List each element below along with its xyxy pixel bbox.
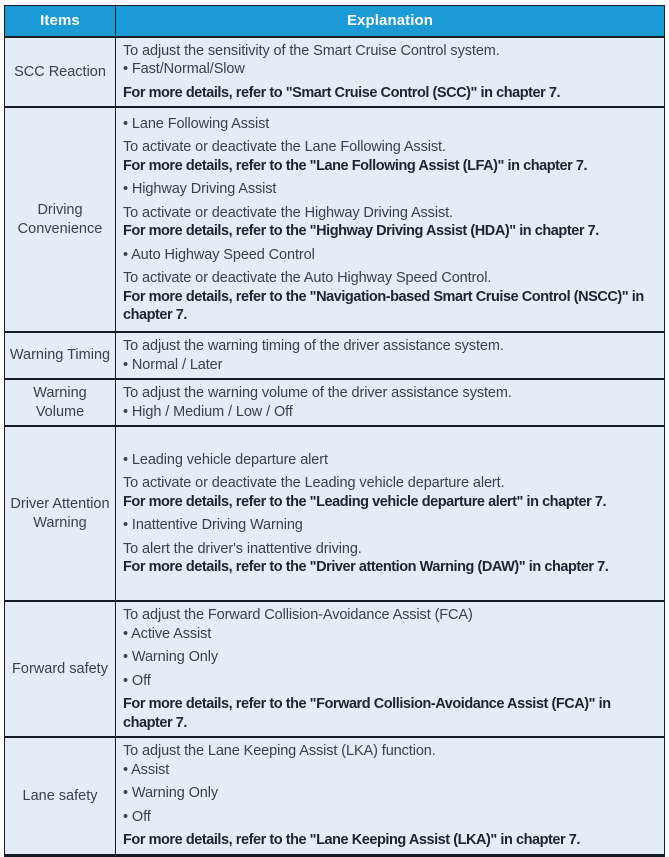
item-label: Forward safety	[12, 660, 108, 677]
reference-note-line: For more details, refer to the "Leading vehicle departure alert" in chapter 7.	[123, 493, 607, 510]
paragraph	[123, 138, 658, 175]
text-line: To activate or deactivate the Auto Highway Speed Control.	[123, 270, 492, 286]
item-label: Lane safety	[22, 787, 98, 804]
item-cell	[5, 332, 116, 379]
paragraph	[123, 269, 658, 325]
text-line: To adjust the Forward Collision-Avoidance Assist (FCA)	[123, 607, 473, 623]
paragraph	[123, 42, 658, 79]
text-line: To adjust the warning volume of the driver assistance system.	[123, 385, 512, 401]
bullet-line: • Normal / Later	[123, 356, 223, 373]
paragraph	[123, 648, 658, 667]
table-row	[5, 107, 665, 332]
explanation-cell	[116, 737, 665, 855]
bullet-line: • Warning Only	[123, 649, 219, 665]
explanation-cell	[116, 379, 665, 426]
table-row	[5, 426, 665, 601]
bullet-line: • Highway Driving Assist	[123, 181, 277, 197]
paragraph	[123, 115, 658, 134]
bullet-line: • Inattentive Driving Warning	[123, 517, 303, 533]
item-label: Driver Attention Warning	[10, 496, 110, 531]
paragraph	[123, 540, 658, 577]
reference-note-line: For more details, refer to the "Highway Driving Assist (HDA)" in chapter 7.	[123, 223, 599, 239]
item-cell	[5, 107, 116, 332]
table-body	[5, 37, 665, 856]
table-row	[5, 737, 665, 855]
table-header	[5, 6, 665, 37]
reference-note-line: For more details, refer to the "Navigation-based Smart Cruise Control (NSCC)" in chapter 7.	[123, 288, 644, 323]
paragraph	[123, 831, 658, 850]
bullet-line: • Auto Highway Speed Control	[123, 246, 315, 263]
paragraph	[123, 246, 658, 265]
reference-note-line: For more details, refer to the "Driver attention Warning (DAW)" in chapter 7.	[123, 559, 609, 575]
bullet-line: • High / Medium / Low / Off	[123, 403, 293, 420]
table-row	[5, 37, 665, 108]
explanation-cell	[116, 37, 665, 108]
paragraph	[123, 384, 658, 421]
bullet-line: • Fast/Normal/Slow	[123, 61, 245, 77]
explanation-cell	[116, 107, 665, 332]
bullet-line: • Assist	[123, 761, 170, 778]
explanation-cell	[116, 601, 665, 737]
paragraph	[123, 180, 658, 199]
item-cell	[5, 426, 116, 601]
bullet-line: • Off	[123, 808, 151, 825]
paragraph	[123, 606, 658, 643]
header-row	[5, 6, 665, 37]
paragraph	[123, 451, 658, 470]
table-row	[5, 379, 665, 426]
explanation-cell	[116, 426, 665, 601]
item-cell	[5, 737, 116, 855]
text-line: To activate or deactivate the Leading vehicle departure alert.	[123, 475, 505, 491]
bullet-line: • Leading vehicle departure alert	[123, 451, 328, 468]
text-line: To adjust the warning timing of the driver assistance system.	[123, 338, 504, 354]
bullet-line: • Warning Only	[123, 785, 219, 801]
bullet-line: • Lane Following Assist	[123, 115, 270, 132]
bullet-line: • Off	[123, 672, 151, 689]
paragraph	[123, 204, 658, 241]
item-label: Warning Volume	[33, 385, 87, 420]
bullet-line: • Active Assist	[123, 625, 212, 642]
paragraph	[123, 84, 658, 103]
reference-note-line: For more details, refer to the "Lane Following Assist (LFA)" in chapter 7.	[123, 157, 588, 174]
text-line: To activate or deactivate the Highway Driving Assist.	[123, 204, 453, 221]
reference-note-line: For more details, refer to "Smart Cruise Control (SCC)" in chapter 7.	[123, 84, 561, 101]
item-label: Driving Convenience	[17, 202, 103, 237]
paragraph	[123, 474, 658, 511]
paragraph	[123, 808, 658, 827]
paragraph	[123, 742, 658, 779]
text-line: To activate or deactivate the Lane Following Assist.	[123, 139, 446, 155]
paragraph	[123, 337, 658, 374]
paragraph	[123, 784, 658, 803]
paragraph	[123, 516, 658, 535]
item-label: Warning Timing	[9, 347, 111, 364]
column-header-explanation: Explanation	[116, 6, 665, 37]
explanation-cell	[116, 332, 665, 379]
text-line: To alert the driver's inattentive driving.	[123, 540, 362, 557]
reference-note-line: For more details, refer to the "Forward Collision-Avoidance Assist (FCA)" in chapter 7.	[123, 696, 611, 731]
item-cell	[5, 37, 116, 108]
column-header-items: Items	[5, 6, 116, 37]
text-line: To adjust the sensitivity of the Smart Cruise Control system.	[123, 42, 500, 59]
text-line: To adjust the Lane Keeping Assist (LKA) function.	[123, 743, 436, 759]
settings-table	[4, 5, 665, 857]
item-label: SCC Reaction	[14, 63, 106, 80]
item-cell	[5, 601, 116, 737]
reference-note-line: For more details, refer to the "Lane Keeping Assist (LKA)" in chapter 7.	[123, 832, 580, 848]
table-row	[5, 601, 665, 737]
table-row	[5, 332, 665, 379]
paragraph	[123, 672, 658, 691]
item-cell	[5, 379, 116, 426]
paragraph	[123, 695, 658, 732]
